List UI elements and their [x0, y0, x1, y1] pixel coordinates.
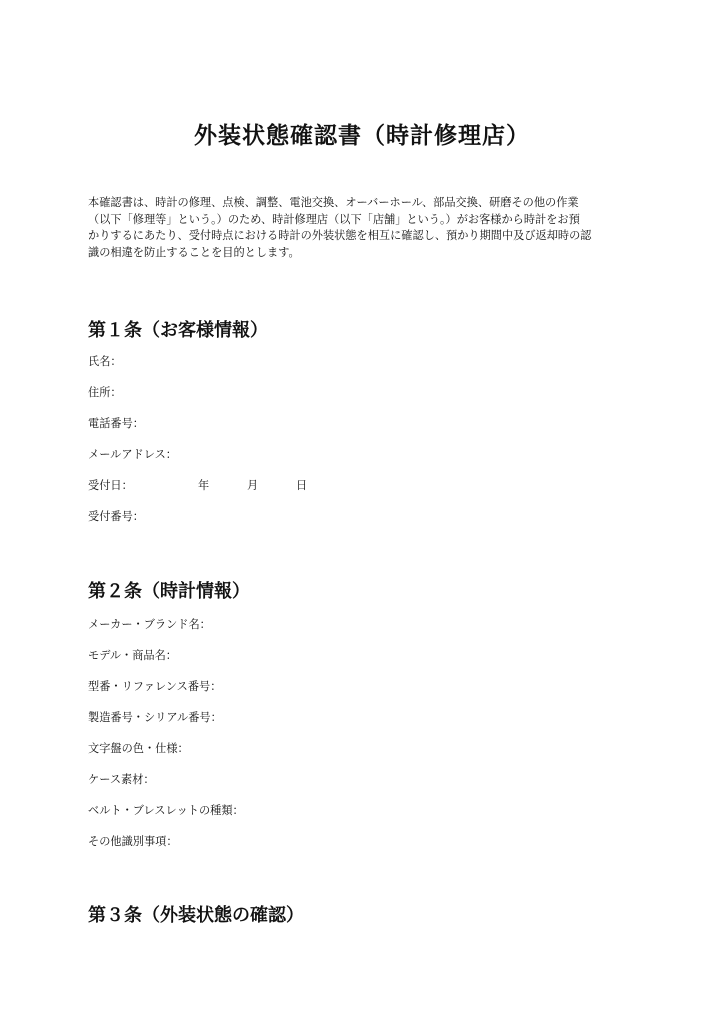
- field-name-label: 氏名：: [88, 355, 122, 368]
- field-reception-date-label: 受付日：: [88, 479, 133, 492]
- field-phone-label: 電話番号：: [88, 417, 144, 430]
- field-email-label: メールアドレス：: [88, 448, 177, 461]
- field-other-identification-label: その他識別事項：: [88, 835, 178, 848]
- field-reference-number-label: 型番・リファレンス番号：: [88, 680, 222, 693]
- section-heading-exterior-condition: 第３条（外装状態の確認）: [88, 905, 304, 926]
- intro-paragraph: 本確認書は、時計の修理、点検、調整、電池交換、オーバーホール、部品交換、研磨その他の作業 （以下「修理等」という。）のため、時計修理店（以下「店舗」という。）がお客様から時計をお預 かりするにあたり、受付時点における時計の外装状態を相互に確認し、預かり期間中及び返却時の認 識の相違を防止することを目的とします。: [88, 196, 592, 259]
- date-month-unit: 月: [247, 479, 259, 492]
- field-dial-color-label: 文字盤の色・仕様：: [88, 742, 189, 755]
- date-day-unit: 日: [296, 479, 308, 492]
- field-band-type-label: ベルト・ブレスレットの種類：: [88, 804, 244, 817]
- field-reception-number-label: 受付番号：: [88, 510, 144, 523]
- field-model-label: モデル・商品名：: [88, 649, 177, 662]
- field-maker-brand-label: メーカー・ブランド名：: [88, 618, 211, 631]
- date-year-unit: 年: [198, 479, 210, 492]
- field-case-material-label: ケース素材：: [88, 773, 155, 786]
- section-heading-customer-info: 第１条（お客様情報）: [88, 320, 268, 341]
- field-address-label: 住所：: [88, 386, 122, 399]
- document-title: 外装状態確認書（時計修理店）: [194, 123, 530, 149]
- section-heading-watch-info: 第２条（時計情報）: [88, 581, 250, 602]
- field-serial-number-label: 製造番号・シリアル番号：: [88, 711, 222, 724]
